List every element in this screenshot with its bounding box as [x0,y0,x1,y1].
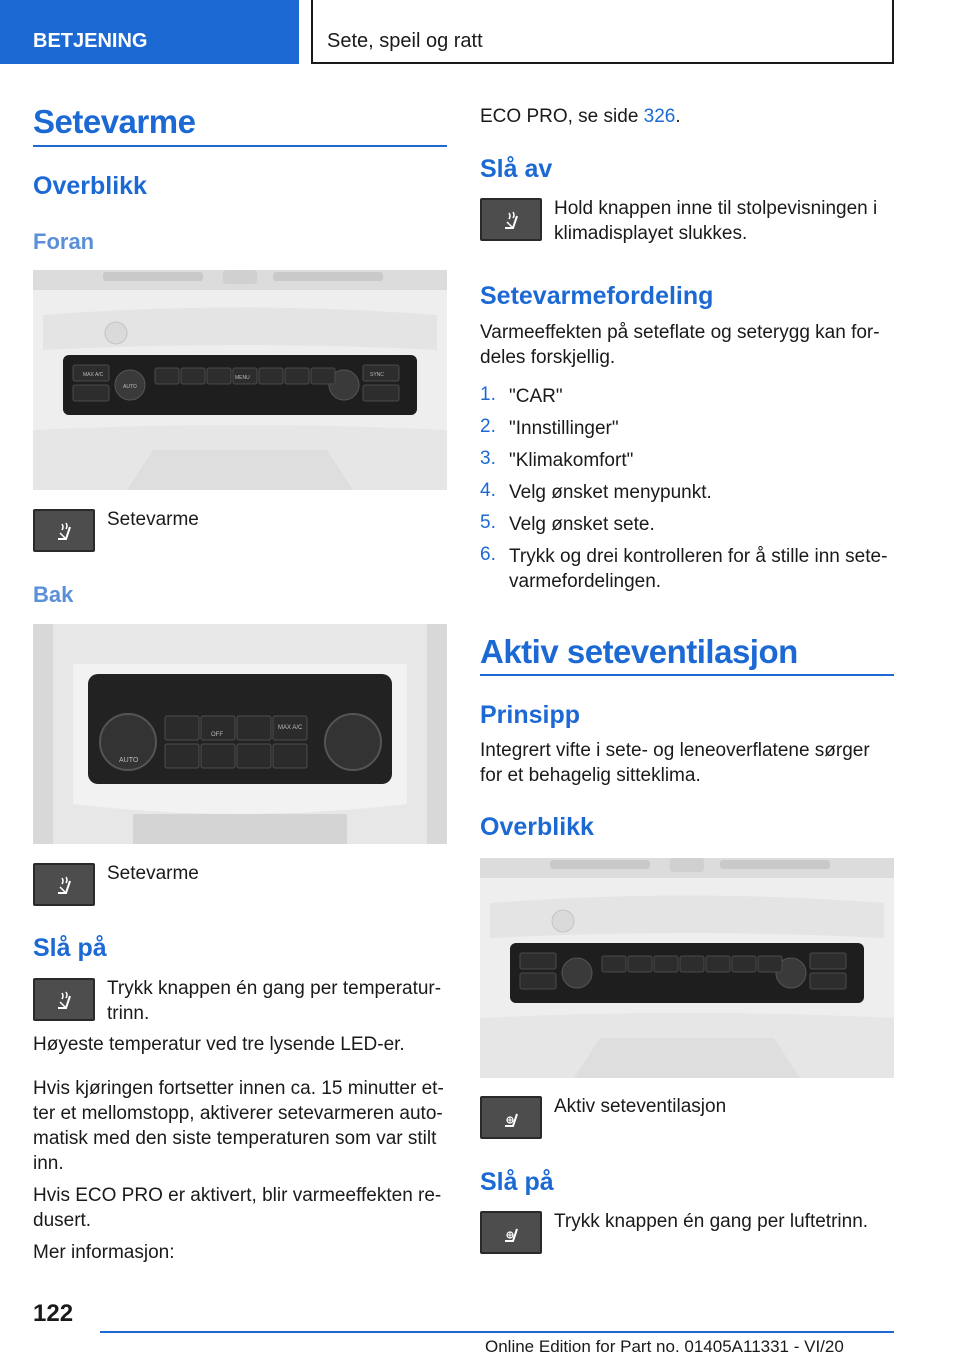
vent-overview-heading: Overblikk [480,813,594,841]
rear-climate-photo [33,624,447,844]
panel-label-auto: AUTO [123,384,137,390]
rear-caption: Setevarme [107,863,199,884]
page-title: Setevarme [33,103,196,140]
on-text: Trykk knappen én gang per temperatur-trinn. [107,978,442,1024]
footer-rule [100,1331,894,1333]
distribution-heading: Setevarmefordeling [480,282,714,310]
vent-on-text: Trykk knappen én gang per luftetrinn. [554,1211,869,1232]
seat-heating-button [33,509,95,552]
eco-ref-text: ECO PRO, se side [480,106,644,127]
step-text: "CAR" [509,386,563,407]
vent-on-heading: Slå på [480,1168,554,1196]
step-number: 6. [480,544,496,565]
rear-heading: Bak [33,582,74,607]
seat-heating-button-off [480,198,542,241]
step-text: Velg ønsket sete. [509,514,655,535]
front-caption: Setevarme [107,509,199,530]
step-number: 1. [480,384,496,405]
section-label: BETJENING [33,30,148,52]
chapter-header [311,0,894,64]
rear-label-maxac: MAX A/C [278,725,303,731]
vent-rule [480,674,894,676]
chapter-label: Sete, speil og ratt [327,30,483,52]
seat-ventilation-icon [501,1106,523,1130]
principle-heading: Prinsipp [480,701,581,729]
seat-heating-button-rear [33,863,95,906]
step-text: "Innstillinger" [509,418,619,439]
step-text: "Klimakomfort" [509,450,634,471]
on-heading: Slå på [33,934,107,962]
vent-climate-photo [480,858,894,1078]
front-heading: Foran [33,229,95,254]
seat-ventilation-button [480,1096,542,1139]
more-info-text: Mer informasjon: [33,1242,175,1263]
panel-label-menu: MENU [235,375,250,381]
panel-label-sync: SYNC [370,372,384,378]
section-tab [0,0,299,64]
eco-text: Hvis ECO PRO er aktivert, blir varmeeffekten re-dusert. [33,1185,442,1231]
front-climate-photo [33,270,447,490]
panel-label-maxac: MAX A/C [83,372,104,378]
page-number: 122 [33,1300,74,1327]
off-text: Hold knappen inne til stolpevisningen i klimadisplayet slukkes. [554,198,878,244]
overview-heading: Overblikk [33,172,147,200]
distribution-text: Varmeeffekten på seteflate og seterygg kan for-deles forskjellig. [480,322,880,368]
rear-label-auto: AUTO [119,757,139,764]
step-number: 2. [480,416,496,437]
title-rule [33,145,447,147]
principle-text: Integrert vifte i sete- og leneoverflatene sørger for et behagelig sitteklima. [480,740,870,786]
eco-ref-end: . [675,106,681,127]
seat-heating-button-on [33,978,95,1021]
restart-text: Hvis kjøringen fortsetter innen ca. 15 minutter et-ter et mellomstopp, aktiverer setevarmeren auto-matisk med den siste temperaturen som var stilt inn. [33,1078,444,1174]
eco-ref [480,104,681,129]
vent-caption: Aktiv seteventilasjon [554,1096,727,1117]
seat-heating-icon [54,519,76,543]
step-text: Velg ønsket menypunkt. [509,482,712,503]
seat-heating-icon-off [501,208,523,232]
vent-title: Aktiv seteventilasjon [480,633,798,670]
rear-label-off: OFF [211,732,223,738]
seat-heating-icon-on [54,988,76,1012]
step-number: 5. [480,512,496,533]
eco-page-link[interactable]: 326 [643,106,676,127]
off-heading: Slå av [480,155,553,183]
step-number: 4. [480,480,496,501]
seat-ventilation-icon-on [501,1221,523,1245]
step-number: 3. [480,448,496,469]
seat-heating-icon-rear [54,873,76,897]
edition-text: Online Edition for Part no. 01405A11331 - VI/20 [485,1337,844,1356]
step-text: Trykk og drei kontrolleren for å stille inn sete-varmefordelingen. [509,546,888,592]
seat-ventilation-button-on [480,1211,542,1254]
led-text: Høyeste temperatur ved tre lysende LED-er. [33,1034,405,1055]
